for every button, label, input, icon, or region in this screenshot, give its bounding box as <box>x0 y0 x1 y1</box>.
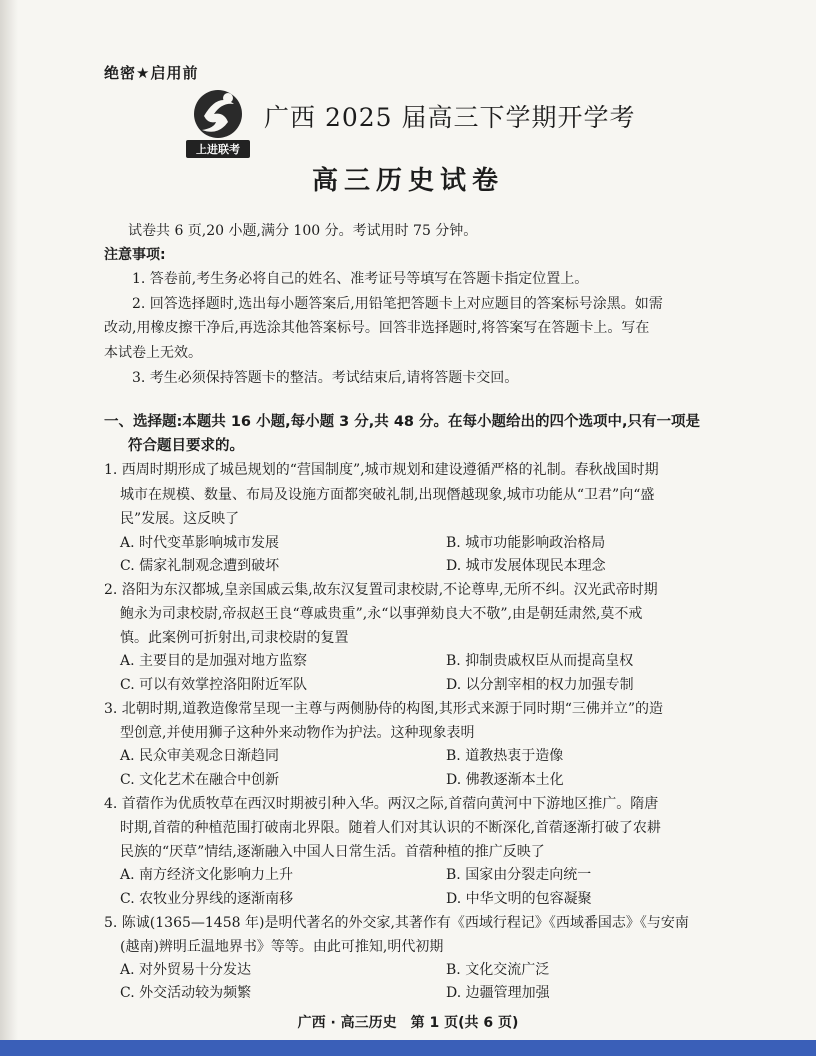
option-c: C. 可以有效掌控洛阳附近军队 <box>120 677 308 693</box>
question-text: 5. 陈诚(1365—1458 年)是明代著名的外交家,其著作有《西域行程记》《西域番国志》《与安南 <box>104 915 689 931</box>
option-c: C. 文化艺术在融合中创新 <box>120 772 280 788</box>
option-a: A. 民众审美观念日渐趋同 <box>120 748 280 764</box>
option-d: D. 城市发展体现民本理念 <box>446 558 606 574</box>
note-line: 3. 考生必须保持答题卡的整洁。考试结束后,请将答题卡交回。 <box>132 370 519 386</box>
option-a: A. 南方经济文化影响力上升 <box>120 867 294 883</box>
option-c: C. 农牧业分界线的逐渐南移 <box>120 891 294 907</box>
question-text: 民族的“厌草”情结,逐渐融入中国人日常生活。首蓿种植的推广反映了 <box>120 844 545 860</box>
exam-title: 广西 2025 届高三下学期开学考 <box>264 103 636 132</box>
note-line: 1. 答卷前,考生务必将自己的姓名、准考证号等填写在答题卡指定位置上。 <box>132 271 589 287</box>
question-text: (越南)辨明丘温地界书》等等。由此可推知,明代初期 <box>120 939 444 955</box>
option-d: D. 边疆管理加强 <box>446 985 550 1001</box>
question-text: 3. 北朝时期,道教造像常呈现一主尊与两侧胁侍的构图,其形式来源于同时期“三佛并立”的造 <box>104 701 664 717</box>
question-text: 型创意,并使用狮子这种外来动物作为护法。这种现象表明 <box>120 725 475 741</box>
page-footer: 广西 · 高三历史 第 1 页(共 6 页) <box>297 1015 519 1031</box>
option-d: D. 佛教逐渐本土化 <box>446 772 564 788</box>
section-heading: 一、选择题:本题共 16 小题,每小题 3 分,共 48 分。在每小题给出的四个选项中,只有一项是 <box>104 414 701 430</box>
question-text: 城市在规模、数量、布局及设施方面都突破礼制,出现僭越现象,城市功能从“卫君”向“盛 <box>120 487 655 503</box>
option-a: A. 时代变革影响城市发展 <box>120 535 280 551</box>
option-c: C. 儒家礼制观念遭到破坏 <box>120 558 280 574</box>
secret-mark: 绝密★启用前 <box>104 64 199 82</box>
option-b: B. 抑制贵戚权臣从而提高皇权 <box>446 653 634 669</box>
question-text: 鲍永为司隶校尉,帝叔赵王良“尊戚贵重”,永“以事弹劾良大不敬”,由是朝廷肃然,莫不戒 <box>120 606 643 622</box>
logo-label: 上进联考 <box>186 140 250 158</box>
option-a: A. 对外贸易十分发达 <box>120 962 252 978</box>
option-b: B. 道教热衷于造像 <box>446 748 564 764</box>
question-text: 民”发展。这反映了 <box>120 511 240 527</box>
scan-bottom-edge <box>0 1040 816 1056</box>
note-line: 改动,用橡皮擦干净后,再选涂其他答案标号。回答非选择题时,将答案写在答题卡上。写在 <box>104 320 650 336</box>
subject-title: 高三历史试卷 <box>311 166 504 196</box>
option-c: C. 外交活动较为频繁 <box>120 985 252 1001</box>
note-line: 2. 回答选择题时,选出每小题答案后,用铅笔把答题卡上对应题目的答案标号涂黑。如需 <box>132 296 663 312</box>
question-text: 1. 西周时期形成了城邑规划的“营国制度”,城市规划和建设遵循严格的礼制。春秋战国时期 <box>104 462 659 478</box>
option-b: B. 城市功能影响政治格局 <box>446 535 606 551</box>
option-d: D. 以分割宰相的权力加强专制 <box>446 677 634 693</box>
option-b: B. 国家由分裂走向统一 <box>446 867 592 883</box>
exam-intro: 试卷共 6 页,20 小题,满分 100 分。考试用时 75 分钟。 <box>128 223 478 239</box>
note-line: 本试卷上无效。 <box>104 345 202 361</box>
question-text: 2. 洛阳为东汉都城,皇亲国戚云集,故东汉复置司隶校尉,不论尊卑,无所不纠。汉光武帝时期 <box>104 582 658 598</box>
question-text: 4. 首蓿作为优质牧草在西汉时期被引种入华。两汉之际,首蓿向黄河中下游地区推广。隋唐 <box>104 796 659 812</box>
notes-heading: 注意事项: <box>104 247 166 263</box>
scan-shadow <box>0 0 18 1056</box>
question-text: 时期,首蓿的种植范围打破南北界限。随着人们对其认识的不断深化,首蓿逐渐打破了农耕 <box>120 820 661 836</box>
option-d: D. 中华文明的包容凝聚 <box>446 891 592 907</box>
option-b: B. 文化交流广泛 <box>446 962 550 978</box>
question-text: 慎。此案例可折射出,司隶校尉的复置 <box>120 630 349 646</box>
option-a: A. 主要目的是加强对地方监察 <box>120 653 308 669</box>
section-heading-cont: 符合题目要求的。 <box>128 438 244 454</box>
